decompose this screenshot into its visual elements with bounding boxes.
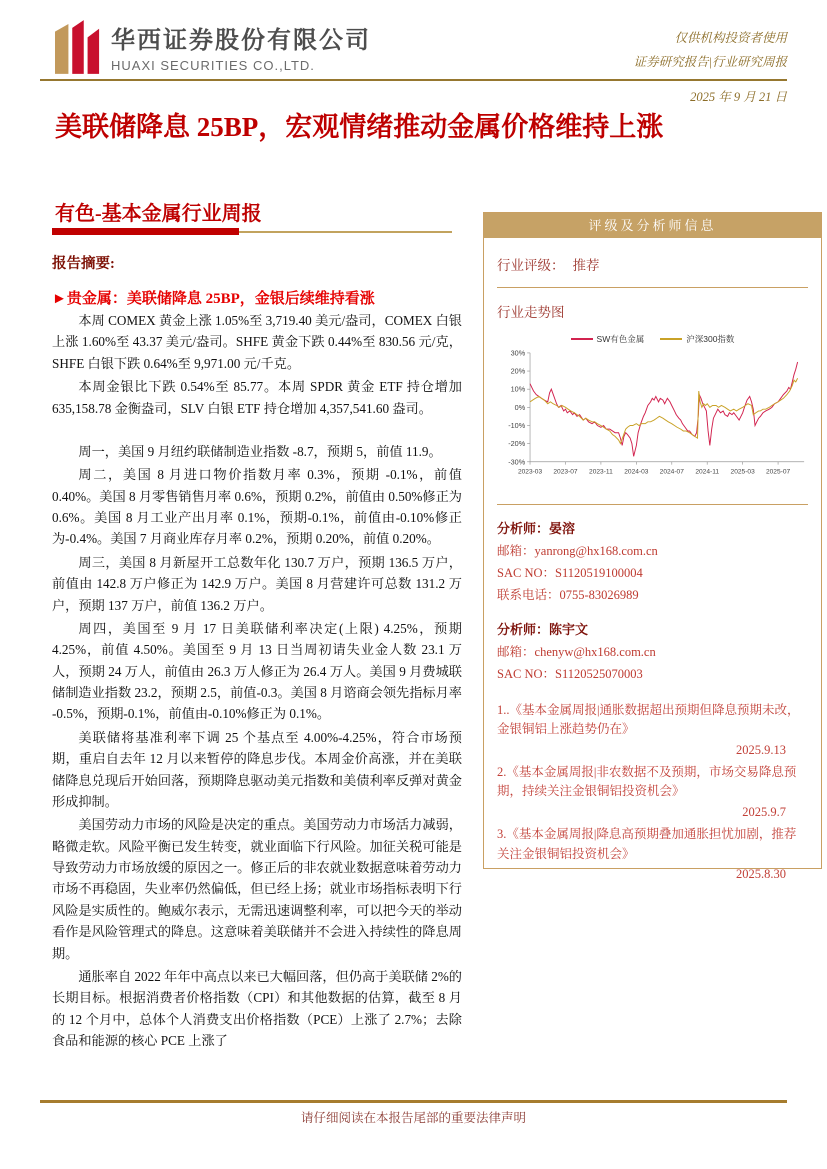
header-rule [40, 79, 787, 81]
svg-text:10%: 10% [510, 384, 526, 394]
svg-text:2023-03: 2023-03 [517, 468, 543, 476]
restricted-note: 仅供机构投资者使用 [674, 31, 787, 45]
company-name-en: HUAXI SECURITIES CO.,LTD. [111, 58, 315, 73]
huaxi-logo-icon [55, 20, 101, 74]
page-title: 美联储降息 25BP，宏观情绪推动金属价格维持上涨 [55, 112, 664, 142]
analyst-email-label: 邮箱： [497, 543, 535, 558]
header-logo [55, 20, 371, 74]
related-report-date: 2025.9.7 [742, 804, 786, 819]
industry-rating-row [497, 254, 808, 274]
gold-section-heading: ►贵金属：美联储降息 25BP，金银后续维持看涨 [52, 291, 375, 307]
company-name-cn: 华西证券股份有限公司 [111, 27, 371, 54]
related-report-title: 1..《基本金属周报|通胀数据超出预期但降息预期未改，金银铜铝上涨趋势仍在》 [497, 702, 800, 737]
svg-text:2023-07: 2023-07 [553, 468, 578, 476]
analyst-email: yanrong@hx168.com.cn [534, 543, 658, 558]
analyst-name: 陈宇文 [549, 622, 589, 638]
analyst-email-label: 邮箱： [497, 645, 535, 660]
svg-text:-20%: -20% [508, 439, 526, 449]
related-report-title: 3.《基本金属周报|降息高预期叠加通胀担忧加剧，推荐关注金银铜铝投资机会》 [497, 827, 797, 861]
legend-label: 沪深300指数 [686, 334, 735, 344]
svg-text:2024-03: 2024-03 [624, 468, 649, 476]
related-reports-list [497, 701, 808, 884]
rating-value: 推荐 [572, 258, 600, 273]
title-underline-gold [239, 231, 452, 233]
summary-paragraph: 周四，美国至 9 月 17 日美联储利率决定(上限) 4.25%，预期 4.25%，前值 4.50%。美国至 9 月 13 日当周初请失业金人数 23.1 万人，预期 24 万人，前值由 26.3 万人修正为 26.4 万人。美国 9 月费城联储制造业指数 23.2，预期 2.5，前值-0.3。美国 8 月谘商会领先指标月率 -0.5%，预期-0.1%，前值由-0.10%修正为 0.1%。 [52, 620, 462, 722]
summary-paragraph: 通胀率自 2022 年年中高点以来已大幅回落，但仍高于美联储 2%的长期目标。根据消费者价格指数（CPI）和其他数据的估算，截至 8 月的 12 个月中，总体个人消费支出价格指数（PCE）上涨了 2.7%；去除食品和能源的核心 PCE 上涨了 [52, 968, 462, 1048]
svg-text:-30%: -30% [508, 457, 526, 467]
company-name [111, 20, 371, 73]
analyst-sac-label: SAC NO： [497, 565, 555, 580]
analyst-name-label: 分析师： [497, 622, 550, 638]
sidebar-header: 评级及分析师信息 [484, 213, 821, 238]
report-date: 2025 年 9 月 21 日 [690, 90, 787, 104]
svg-text:2025-03: 2025-03 [730, 468, 755, 476]
analyst-block [497, 518, 808, 606]
analyst-sac: S1120525070003 [555, 667, 643, 681]
related-report-date: 2025.8.30 [736, 866, 786, 881]
sidebar-divider [497, 504, 808, 505]
chart-legend [497, 333, 808, 345]
svg-text:0%: 0% [514, 402, 526, 412]
related-report-item [497, 701, 808, 760]
analyst-phone-label: 联系电话： [497, 587, 560, 602]
analyst-sac: S1120519100004 [555, 565, 643, 580]
related-report-item [497, 825, 808, 884]
analyst-email: chenyw@hx168.com.cn [534, 645, 656, 660]
legend-swatch-red [571, 338, 593, 340]
trend-chart-svg [497, 347, 808, 491]
analyst-sac-label: SAC NO： [497, 667, 555, 681]
summary-paragraph: 美联储将基准利率下调 25 个基点至 4.00%-4.25%，符合市场预期，重启自去年 12 月以来暂停的降息步伐。本周金价高涨，并在美联储降息兑现后开始回落，预期降息驱动美元指数和美债利率反弹对黄金形成抑制。 [52, 729, 462, 809]
analyst-phone: 0755-83026989 [559, 587, 639, 602]
svg-text:30%: 30% [510, 348, 526, 358]
title-underline-red [52, 228, 239, 235]
svg-text:2025-07: 2025-07 [765, 468, 791, 476]
rating-analyst-panel [483, 212, 822, 881]
related-report-title: 2.《基本金属周报|非农数据不及预期，市场交易降息预期，持续关注金银铜铝投资机会》 [497, 765, 797, 799]
svg-text:20%: 20% [510, 366, 526, 376]
svg-text:-10%: -10% [508, 421, 526, 431]
summary-label: 报告摘要: [52, 256, 115, 272]
legend-label: SW有色金属 [596, 334, 645, 344]
summary-paragraph: 周三，美国 8 月新屋开工总数年化 130.7 万户，预期 136.5 万户，前值由 142.8 万户修正为 142.9 万户。美国 8 月营建许可总数 131.2 万户，预期 137 万户，前值 136.2 万户。 [52, 554, 462, 613]
summary-paragraph: 美国劳动力市场的风险是决定的重点。美国劳动力市场活力减弱，略微走软。风险平衡已发生转变，就业面临下行风险。加征关税可能是导致劳动力市场放缓的原因之一。修正后的非农就业数据意味着劳动力市场不再稳固，失业率仍然偏低，但已经上扬；就业市场指标表明下行风险是实质性的。鲍威尔表示，无需迅速调整利率，可以把今天的举动看作是风险管理式的降息。这意味着美联储并不会进入持续性的降息周期。 [52, 817, 462, 961]
summary-paragraph: 本周金银比下跌 0.54%至 85.77。本周 SPDR 黄金 ETF 持仓增加 635,158.78 金衡盎司，SLV 白银 ETF 持仓增加 4,357,541.60 盎司。 [52, 379, 462, 416]
legend-swatch-gold [660, 338, 682, 340]
svg-text:2024-07: 2024-07 [659, 468, 684, 476]
sidebar-divider [497, 287, 808, 288]
header-meta [634, 26, 787, 74]
sidebar-body [484, 238, 821, 884]
page-subtitle: 有色-基本金属行业周报 [55, 203, 262, 225]
analyst-block [497, 619, 808, 686]
related-report-item [497, 763, 808, 822]
summary-paragraph: 周一，美国 9 月纽约联储制造业指数 -8.7，预期 5，前值 11.9。 [78, 443, 442, 459]
svg-text:2024-11: 2024-11 [695, 468, 720, 476]
summary-paragraph: 本周 COMEX 黄金上涨 1.05%至 3,719.40 美元/盎司，COMEX 白银上涨 1.60%至 43.37 美元/盎司。SHFE 黄金下跌 0.44%至 830.56 元/克，SHFE 白银下跌 0.64%至 9,971.00 元/千克。 [52, 313, 462, 371]
footer-disclaimer: 请仔细阅读在本报告尾部的重要法律声明 [300, 1111, 526, 1125]
related-report-date: 2025.9.13 [736, 742, 786, 757]
analyst-name-label: 分析师： [497, 521, 550, 536]
footer-rule [40, 1100, 787, 1103]
title-underline [52, 228, 452, 236]
legend-item-csi300 [660, 333, 734, 345]
report-type: 证券研究报告|行业研究周报 [633, 55, 787, 69]
analyst-name: 晏溶 [549, 521, 576, 536]
summary-paragraph: 周二，美国 8 月进口物价指数月率 0.3%，预期 -0.1%，前值 0.40%。美国 8 月零售销售月率 0.6%，预期 0.2%，前值由 0.50%修正为 0.6%。美国 8 月工业产出月率 0.1%，预期-0.1%，前值由-0.10%修正为-0.4%。美国 7 月商业库存月率 0.2%，预期 0.20%，前值 0.20%。 [52, 467, 462, 547]
svg-text:2023-11: 2023-11 [589, 468, 613, 476]
rating-label: 行业评级： [497, 258, 565, 273]
report-summary-column [52, 252, 462, 1051]
trend-chart-title: 行业走势图 [497, 305, 565, 320]
legend-item-sw-metals [571, 333, 645, 345]
